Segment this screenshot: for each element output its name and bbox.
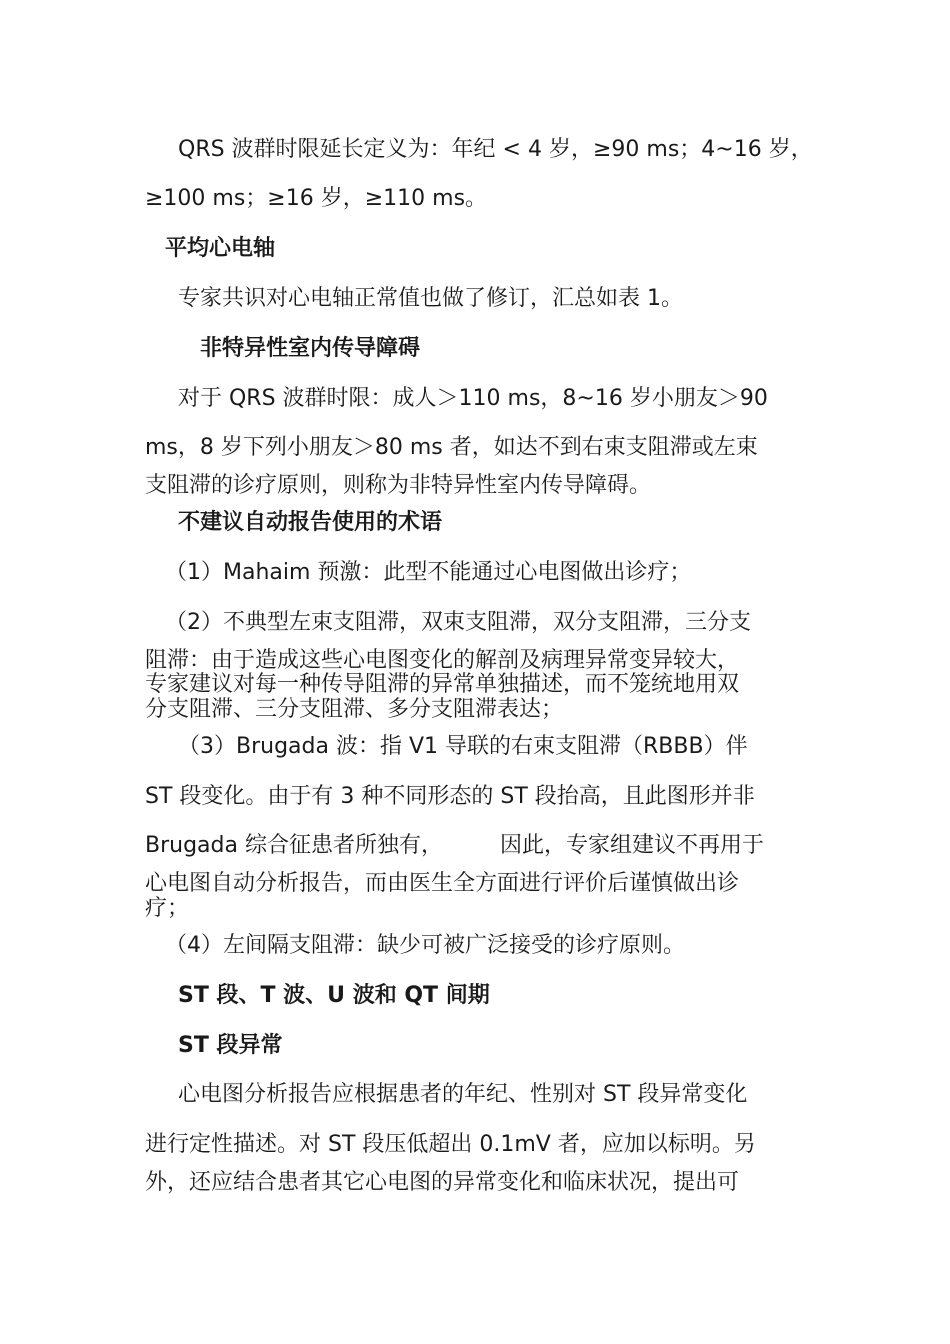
paragraph-st-line2: 进行定性描述。对 ST 段压低超出 0.1mV 者，应加以标明。另 xyxy=(145,1132,756,1157)
paragraph-ivcd-line2: ms，8 岁下列小朋友＞80 ms 者，如达不到右束支阻滞或左束 xyxy=(145,435,758,460)
heading-st-t-u-qt: ST 段、T 波、U 波和 QT 间期 xyxy=(178,983,490,1008)
list-item-1: （1）Mahaim 预激：此型不能通过心电图做出诊疗； xyxy=(165,560,692,585)
list-item-4: （4）左间隔支阻滞：缺少可被广泛接受的诊疗原则。 xyxy=(165,933,685,958)
heading-discouraged-terms: 不建议自动报告使用的术语 xyxy=(178,510,443,535)
heading-mean-axis: 平均心电轴 xyxy=(165,236,276,261)
paragraph-qrs-definition-line2: ≥100 ms；≥16 岁，≥110 ms。 xyxy=(145,186,488,211)
paragraph-st-line3: 外，还应结合患者其它心电图的异常变化和临床状况，提出可 xyxy=(145,1170,740,1195)
list-item-3-line5: 疗； xyxy=(145,896,190,921)
paragraph-ivcd-line3: 支阻滞的诊疗原则，则称为非特异性室内传导障碍。 xyxy=(145,473,652,498)
list-item-3-line2: ST 段变化。由于有 3 种不同形态的 ST 段抬高，且此图形并非 xyxy=(145,784,755,809)
list-item-2-line2: 阻滞：由于造成这些心电图变化的解剖及病理异常变异较大， xyxy=(145,648,740,673)
paragraph-qrs-definition-line1: QRS 波群时限延长定义为：年纪 < 4 岁，≥90 ms；4~16 岁， xyxy=(178,137,813,162)
list-item-3-line4: 心电图自动分析报告，而由医生全方面进行评价后谨慎做出诊 xyxy=(145,871,740,896)
list-item-3-line3b: 因此，专家组建议不再用于 xyxy=(500,833,765,858)
list-item-2-line3: 专家建议对每一种传导阻滞的异常单独描述，而不笼统地用双 xyxy=(145,672,740,697)
list-item-2-line1: （2）不典型左束支阻滞，双束支阻滞，双分支阻滞，三分支 xyxy=(165,610,751,635)
list-item-2-line4: 分支阻滞、三分支阻滞、多分支阻滞表达； xyxy=(145,697,564,722)
heading-st-abnormality: ST 段异常 xyxy=(178,1033,283,1058)
heading-nonspecific-ivcd: 非特异性室内传导障碍 xyxy=(200,336,421,361)
list-item-3-line3a: Brugada 综合征患者所独有， xyxy=(145,833,443,858)
paragraph-ivcd-line1: 对于 QRS 波群时限：成人＞110 ms，8~16 岁小朋友＞90 xyxy=(178,386,768,411)
paragraph-st-line1: 心电图分析报告应根据患者的年纪、性别对 ST 段异常变化 xyxy=(178,1082,748,1107)
paragraph-axis: 专家共识对心电轴正常值也做了修订，汇总如表 1。 xyxy=(178,286,683,311)
list-item-3-line1: （3）Brugada 波：指 V1 导联的右束支阻滞（RBBB）伴 xyxy=(178,734,748,759)
